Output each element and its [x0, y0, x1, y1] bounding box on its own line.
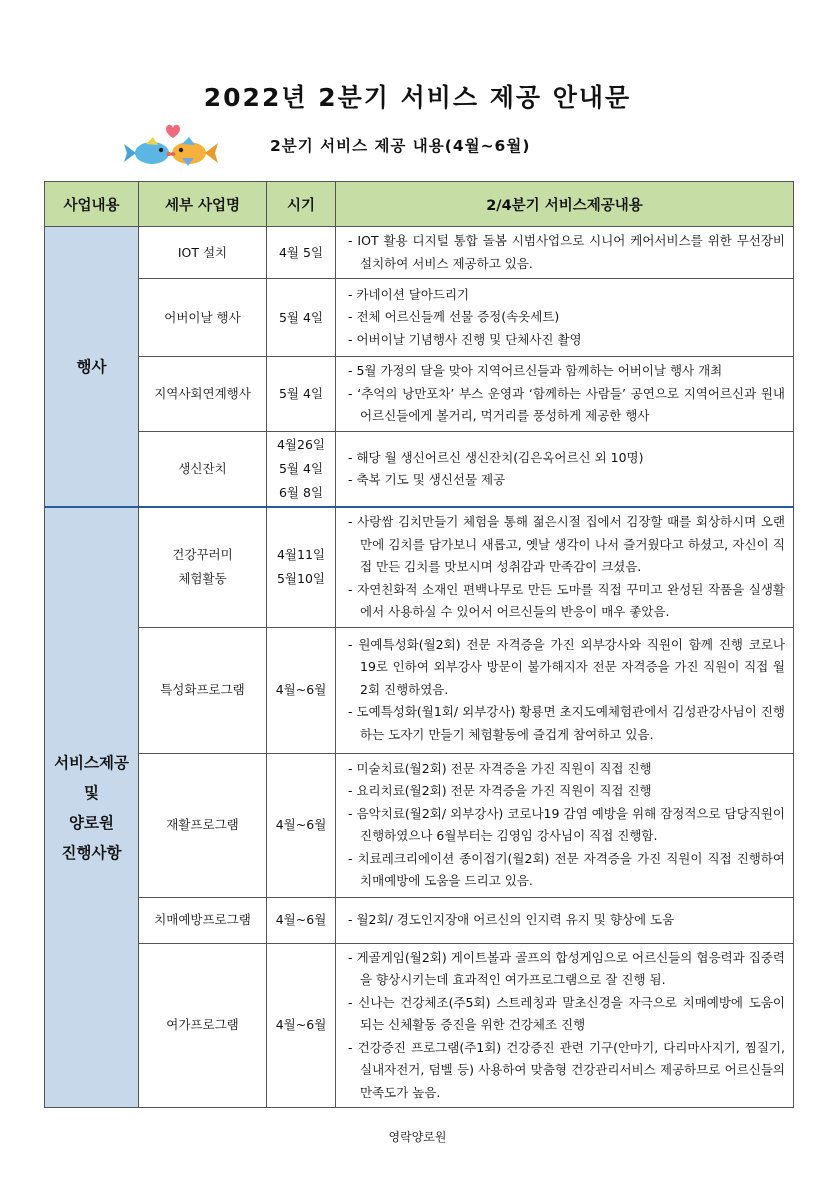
content-item: - 치료레크리에이션 종이접기(월2회) 전문 자격증을 가진 직원이 직접 진행하여 치매예방에 도움을 드리고 있음.: [344, 848, 785, 893]
period-line: 4월11일: [276, 547, 325, 563]
service-table: [44, 181, 794, 1108]
content-cell: [336, 753, 794, 897]
program-name-cell: [139, 753, 267, 897]
period-cell: [267, 227, 336, 279]
program-name-cell: [139, 943, 267, 1108]
category-line: 및: [84, 783, 99, 802]
table-row: [45, 279, 794, 357]
category-cell: [45, 227, 139, 508]
period-cell: [267, 432, 336, 508]
content-item: - 게골게임(월2회) 게이트볼과 골프의 합성게임으로 어르신들의 협응력과 집중력을 향상시키는데 효과적인 여가프로그램으로 잘 진행 됨.: [344, 947, 785, 992]
period-cell: [267, 627, 336, 753]
content-item: - 도예특성화(월1회/ 외부강사) 황룡면 초지도예체험관에서 김성관강사님이 진행하는 도자기 만들기 체험활동에 즐겁게 참여하고 있음.: [344, 701, 785, 746]
table-row: [45, 753, 794, 897]
table-row: [45, 897, 794, 943]
period-line: 4월26일: [276, 437, 325, 452]
header-category: 사업내용: [45, 182, 139, 227]
header-period: 시기: [267, 182, 336, 227]
page-title: 2022년 2분기 서비스 제공 안내문: [203, 83, 632, 112]
content-item: - 요리치료(월2회) 전문 자격증을 가진 직원이 직접 진행: [344, 780, 785, 803]
page-subtitle: 2분기 서비스 제공 내용(4월~6월): [270, 137, 531, 155]
content-item: - 원예특성화(월2회) 전문 자격증을 가진 외부강사와 직원이 함께 진행 코로나 19로 인하여 외부강사 방문이 불가해지자 전문 자격증을 가진 직원이 직접 월 2회 진행하였음.: [344, 634, 785, 702]
category-line: 행사: [76, 357, 107, 376]
content-item: - 5월 가정의 달을 맞아 지역어르신들과 함께하는 어버이날 행사 개최: [344, 360, 785, 383]
program-name-line: 지역사회연계행사: [154, 386, 251, 401]
program-name-cell: [139, 897, 267, 943]
period-cell: [267, 507, 336, 627]
content-cell: [336, 432, 794, 508]
table-row: [45, 227, 794, 279]
program-name-cell: [139, 432, 267, 508]
table-row: [45, 627, 794, 753]
period-line: 6월 8일: [278, 485, 324, 500]
content-item: - ‘추억의 낭만포차’ 부스 운영과 ‘함께하는 사람들’ 공연으로 지역어르신과 원내어르신들에게 볼거리, 먹거리를 풍성하게 제공한 행사: [344, 383, 785, 428]
content-item: - 음악치료(월2회/ 외부강사) 코로나19 감염 예방을 위해 잠정적으로 담당직원이 진행하였으나 6월부터는 김영임 강사님이 직접 진행함.: [344, 803, 785, 848]
program-name-line: 여가프로그램: [166, 1017, 239, 1033]
content-cell: [336, 897, 794, 943]
table-row: [45, 507, 794, 627]
category-line: 진행사항: [61, 843, 122, 862]
content-item: - 건강증진 프로그램(주1회) 건강증진 관련 기구(안마기, 다리마사지기, 찜질기, 실내자전거, 덤벨 등) 사용하여 맞춤형 건강관리서비스 제공하므로 어르신들의 만족도가 높음.: [344, 1037, 785, 1105]
period-cell: [267, 943, 336, 1108]
period-line: 4월~6월: [275, 912, 327, 927]
category-cell: [45, 507, 139, 1108]
period-cell: [267, 279, 336, 357]
header-program-name: 세부 사업명: [139, 182, 267, 227]
footer-org-name: 영락양로원: [388, 1130, 447, 1144]
program-name-line: IOT 설치: [177, 244, 228, 260]
content-item: - 자연친화적 소재인 편백나무로 만든 도마를 직접 꾸미고 완성된 작품을 실생활에서 사용하실 수 있어서 어르신들의 반응이 매우 좋았음.: [344, 579, 785, 624]
period-cell: [267, 897, 336, 943]
content-item: - 전체 어르신들께 선물 증정(속옷세트): [344, 306, 785, 329]
content-item: - 월2회/ 경도인지장애 어르신의 인지력 유지 및 향상에 도움: [344, 909, 785, 932]
program-name-line: 치매예방프로그램: [154, 912, 251, 927]
period-line: 5월10일: [276, 571, 325, 587]
content-cell: [336, 227, 794, 279]
content-cell: [336, 357, 794, 432]
table-row: [45, 943, 794, 1108]
table-header-row: [45, 182, 794, 227]
content-item: - 신나는 건강체조(주5회) 스트레칭과 말초신경을 자극으로 치매예방에 도움이 되는 신체활동 증진을 위한 건강체조 진행: [344, 992, 785, 1037]
content-cell: [336, 507, 794, 627]
content-item: - 사랑쌈 김치만들기 체험을 통해 젊은시절 집에서 김장할 때를 회상하시며 오랜만에 김치를 담가보니 새롭고, 옛날 생각이 나서 즐거웠다고 하셨고, 자신이 직접 만든 김치를 맛보시며 성취감과 만족감이 크셨음.: [344, 511, 785, 579]
category-line: 서비스제공: [54, 753, 129, 772]
content-cell: [336, 279, 794, 357]
program-name-cell: [139, 279, 267, 357]
content-item: - 축복 기도 및 생신선물 제공: [344, 469, 785, 492]
table-body: [45, 227, 794, 1108]
period-line: 4월~6월: [275, 817, 327, 832]
content-item: - 카네이션 달아드리기: [344, 284, 785, 307]
content-cell: [336, 943, 794, 1108]
content-item: - 미술치료(월2회) 전문 자격증을 가진 직원이 직접 진행: [344, 758, 785, 781]
period-line: 4월~6월: [275, 1017, 327, 1033]
content-item: - 해당 월 생신어르신 생신잔치(김은옥어르신 외 10명): [344, 447, 785, 470]
period-line: 5월 4일: [278, 461, 324, 476]
kissing-fish-icon: [122, 120, 222, 170]
period-line: 4월~6월: [275, 682, 327, 697]
program-name-line: 건강꾸러미: [172, 547, 233, 563]
program-name-line: 재활프로그램: [166, 817, 239, 832]
content-item: - 어버이날 기념행사 진행 및 단체사진 촬영: [344, 329, 785, 352]
period-line: 5월 4일: [278, 309, 324, 325]
category-line: 양로원: [69, 813, 114, 832]
program-name-cell: [139, 357, 267, 432]
program-name-cell: [139, 507, 267, 627]
table-row: [45, 357, 794, 432]
program-name-line: 어버이날 행사: [164, 309, 241, 325]
period-cell: [267, 753, 336, 897]
period-line: 5월 4일: [278, 386, 324, 401]
program-name-cell: [139, 627, 267, 753]
period-cell: [267, 357, 336, 432]
program-name-line: 특성화프로그램: [160, 682, 245, 697]
program-name-line: 체험활동: [178, 571, 227, 587]
period-line: 4월 5일: [278, 244, 324, 260]
program-name-line: 생신잔치: [178, 461, 227, 476]
content-cell: [336, 627, 794, 753]
header-content: 2/4분기 서비스제공내용: [336, 182, 794, 227]
content-item: - IOT 활용 디지털 통합 돌봄 시범사업으로 시니어 케어서비스를 위한 무선장비 설치하여 서비스 제공하고 있음.: [344, 230, 785, 275]
table-row: [45, 432, 794, 508]
program-name-cell: [139, 227, 267, 279]
